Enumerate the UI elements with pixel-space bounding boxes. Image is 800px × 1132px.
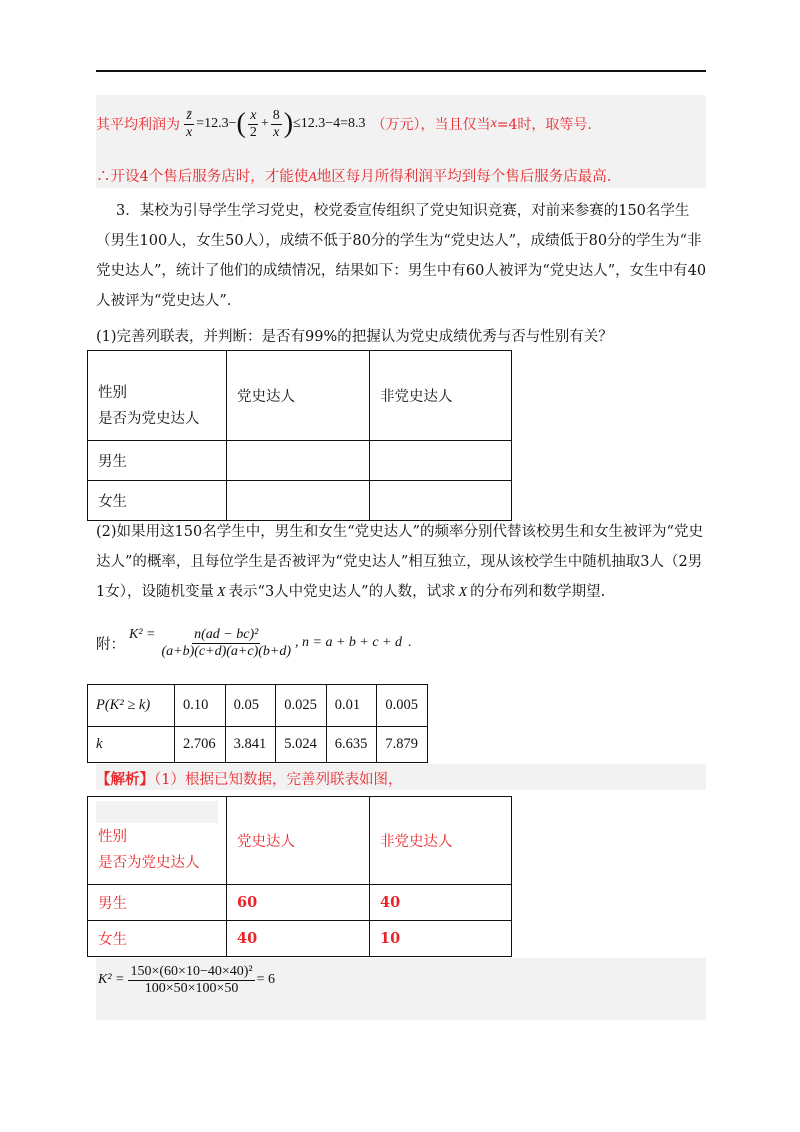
cell-male-col2: 40	[370, 885, 512, 921]
problem3-intro: 3．某校为引导学生学习党史，校党委宣传组织了党史知识竞赛，对前来参赛的150名学生（男生100人，女生50人），成绩不低于80分的学生为“党史达人”，成绩低于80分的学生为“非党史达人”，统计了他们的成绩情况，结果如下：男生中有60人被评为“党史达人”，女生中有40人被评为“党史达人”．	[96, 203, 707, 309]
contingency-table-blank	[87, 350, 512, 521]
solution3-header	[96, 768, 402, 789]
corner-bottom: 是否为党史达人	[98, 855, 200, 871]
ktable-p-0: 0.10	[175, 685, 226, 727]
ktable-row1-label: P(K² ≥ k)	[88, 685, 175, 727]
header-col1: 党史达人	[227, 797, 370, 885]
avg-profit-label: 其平均利润为	[96, 117, 180, 133]
row-label-male: 男生	[88, 441, 227, 481]
ktable-p-4: 0.005	[377, 685, 428, 727]
contingency-table-filled	[87, 796, 512, 957]
formula-a-num: x	[250, 107, 257, 123]
cell-male-col1	[227, 441, 370, 481]
k2-symbol: K² =	[129, 627, 156, 642]
cell-female-col2: 10	[370, 921, 512, 957]
formula-eq1: =12.3−	[196, 116, 237, 131]
cell-female-col1	[227, 481, 370, 521]
avg-profit-tail2: =4时，取等号.	[496, 117, 592, 133]
header-col2: 非党史达人	[370, 351, 512, 441]
ktable-k-3: 6.635	[326, 727, 377, 763]
k2-formula-end: .	[408, 635, 412, 650]
corner-top: 性别	[98, 829, 127, 845]
header-col2: 非党史达人	[370, 797, 512, 885]
critical-value-table	[87, 684, 428, 763]
cell-male-col2	[370, 441, 512, 481]
conclusion-var: A	[308, 170, 317, 185]
cell-female-col2	[370, 481, 512, 521]
row-label-female: 女生	[88, 921, 227, 957]
solution3-text: （1）根据已知数据，完善列联表如图，	[154, 772, 403, 788]
solution-tag: 【解析】	[96, 771, 154, 788]
ktable-k-0: 2.706	[175, 727, 226, 763]
k2-result: = 6	[256, 972, 275, 987]
formula-a-den: 2	[249, 124, 257, 140]
appendix-formula	[96, 618, 412, 668]
ktable-p-2: 0.025	[276, 685, 327, 727]
avg-profit-formula: $\frac{z̄}{x}$ =12.3− ( $\frac{x}{2}$ + $\frac{8}{x}$ ) ≤12.3−4=8.3	[186, 107, 366, 140]
cell-female-col1: 40	[227, 921, 370, 957]
k2-formula-den: (a+b)(c+d)(a+c)(b+d)	[161, 643, 291, 659]
ktable-row2-label: k	[88, 727, 175, 763]
formula-plus: +	[260, 116, 269, 131]
avg-profit-tail: （万元），当且仅当	[371, 117, 491, 133]
appendix-label: 附：	[96, 636, 125, 653]
formula-b-den: x	[273, 124, 280, 140]
table-corner-cell	[88, 351, 227, 441]
formula-rest: ≤12.3−4=8.3	[293, 116, 366, 131]
problem3-part1: (1)完善列联表，并判断：是否有99%的把握认为党史成绩优秀与否与性别有关？	[96, 329, 613, 345]
k2-solution	[98, 960, 275, 1000]
k2-lhs: K² =	[98, 972, 125, 987]
formula-lhs-num: z̄	[186, 107, 192, 123]
k2-formula-tail: , n = a + b + c + d	[295, 635, 403, 650]
corner-top: 性别	[98, 385, 127, 401]
ktable-k-4: 7.879	[377, 727, 428, 763]
ktable-p-1: 0.05	[225, 685, 276, 727]
formula-b-num: 8	[272, 107, 280, 123]
corner-bottom: 是否为党史达人	[98, 411, 200, 427]
header-col1: 党史达人	[227, 351, 370, 441]
var-x-1: X	[216, 585, 226, 600]
conclusion-line: ∴开设4个售后服务店时，才能使A地区每月所得利润平均到每个售后服务店最高.	[96, 169, 612, 185]
ktable-k-1: 3.841	[225, 727, 276, 763]
cell-male-col1: 60	[227, 885, 370, 921]
var-x-2: X	[458, 585, 468, 600]
row-label-female: 女生	[88, 481, 227, 521]
table-corner-cell	[88, 797, 227, 885]
ktable-k-2: 5.024	[276, 727, 327, 763]
avg-profit-var: x	[490, 116, 497, 131]
k2-den: 100×50×100×50	[144, 980, 239, 996]
ktable-p-3: 0.01	[326, 685, 377, 727]
formula-lhs-den: x	[186, 124, 193, 140]
row-label-male: 男生	[88, 885, 227, 921]
header-rule	[96, 70, 706, 72]
problem3-part2: (2)如果用这150名学生中，男生和女生“党史达人”的频率分别代替该校男生和女生被评为“党史达人”的概率，且每位学生是否被评为“党史达人”相互独立，现从该校学生中随机抽取3人（2男1女），设随机变量 X 表示“3人中党史达人”的人数，试求 X 的分布列和数学期望.	[96, 524, 703, 600]
k2-num: 150×(60×10−40×40)²	[130, 963, 253, 979]
avg-profit-line	[96, 104, 592, 144]
k2-formula-num: n(ad − bc)²	[194, 626, 259, 642]
